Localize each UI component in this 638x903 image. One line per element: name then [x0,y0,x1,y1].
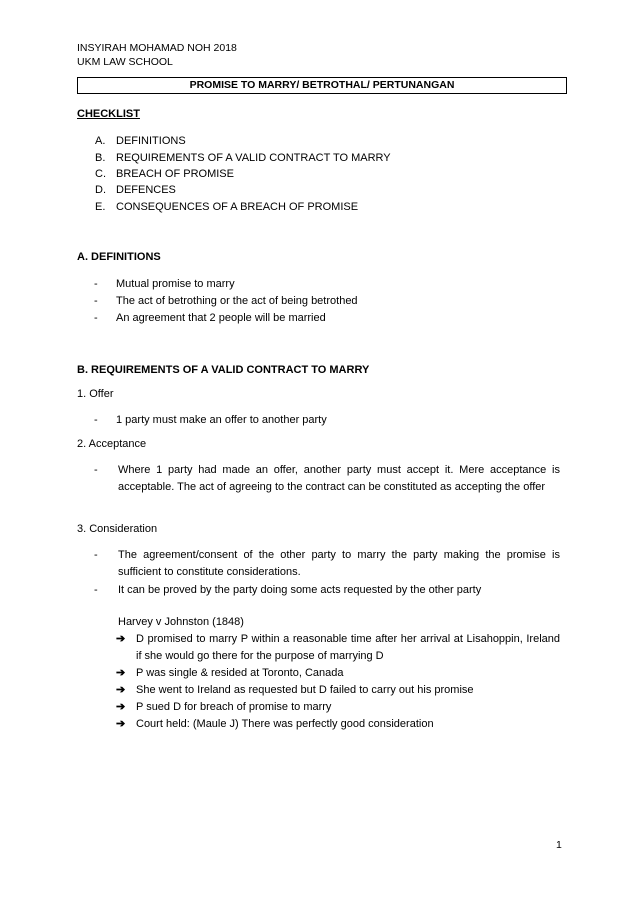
bullet-dash: - [94,584,98,596]
checklist-item: REQUIREMENTS OF A VALID CONTRACT TO MARRY [116,152,391,164]
checklist-item: DEFENCES [116,184,176,196]
header-school: UKM LAW SCHOOL [77,56,173,68]
checklist-letter: C. [95,168,106,180]
checklist-letter: A. [95,135,106,147]
checklist-item: BREACH OF PROMISE [116,168,234,180]
consideration-item: It can be proved by the party doing some acts requested by the other party [118,584,482,596]
definition-item: Mutual promise to marry [116,278,235,290]
bullet-dash: - [94,464,98,476]
requirements-heading: B. REQUIREMENTS OF A VALID CONTRACT TO MARRY [77,364,370,376]
case-point: Court held: (Maule J) There was perfectly good consideration [136,718,434,730]
arrow-icon: ➔ [116,718,126,730]
bullet-dash: - [94,312,98,324]
checklist-item: DEFINITIONS [116,135,186,147]
case-point: D promised to marry P within a reasonable time after her arrival at Lisahoppin, Ireland if she would go there for the purpose of marrying D [136,633,560,662]
bullet-dash: - [94,549,98,561]
acceptance-item: Where 1 party had made an offer, another party must accept it. Mere acceptance is acceptable. The act of agreeing to the contract can be constituted as accepting the offer [118,464,560,493]
consideration-item: The agreement/consent of the other party to marry the party making the promise is sufficient to constitute considerations. [118,549,560,578]
page-number: 1 [556,839,562,851]
offer-item: 1 party must make an offer to another party [116,414,327,426]
bullet-dash: - [94,278,98,290]
case-point: P was single & resided at Toronto, Canada [136,667,344,679]
arrow-icon: ➔ [116,684,126,696]
definition-item: An agreement that 2 people will be married [116,312,326,324]
definition-item: The act of betrothing or the act of being betrothed [116,295,358,307]
checklist-heading: CHECKLIST [77,108,140,120]
acceptance-label: 2. Acceptance [77,438,147,450]
checklist-item: CONSEQUENCES OF A BREACH OF PROMISE [116,201,359,213]
case-point: She went to Ireland as requested but D failed to carry out his promise [136,684,474,696]
bullet-dash: - [94,295,98,307]
offer-label: 1. Offer [77,388,114,400]
bullet-dash: - [94,414,98,426]
arrow-icon: ➔ [116,633,126,645]
consideration-label: 3. Consideration [77,523,158,535]
checklist-letter: E. [95,201,106,213]
header-author: INSYIRAH MOHAMAD NOH 2018 [77,42,237,54]
case-name: Harvey v Johnston (1848) [118,616,244,628]
document-title: PROMISE TO MARRY/ BETROTHAL/ PERTUNANGAN [77,77,567,94]
definitions-heading: A. DEFINITIONS [77,251,161,263]
checklist-letter: D. [95,184,106,196]
checklist-letter: B. [95,152,106,164]
case-point: P sued D for breach of promise to marry [136,701,332,713]
arrow-icon: ➔ [116,701,126,713]
arrow-icon: ➔ [116,667,126,679]
